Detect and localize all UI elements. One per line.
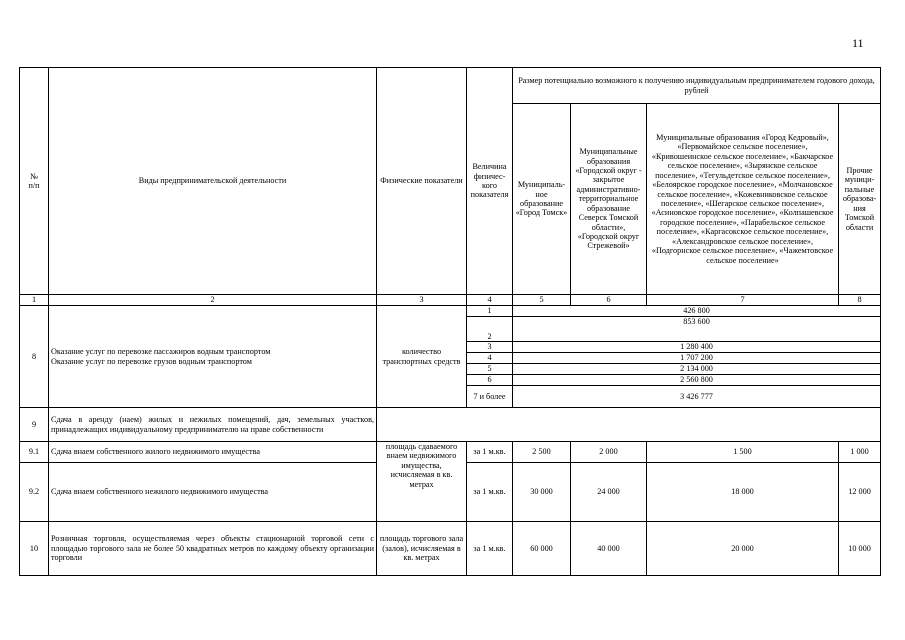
header-num: № п/п bbox=[20, 68, 49, 295]
row-value: 1 280 400 bbox=[513, 342, 881, 353]
col-number: 3 bbox=[377, 295, 467, 306]
row-num: 9.2 bbox=[20, 463, 49, 522]
row-unit: за 1 м.кв. bbox=[467, 522, 513, 576]
col-number: 2 bbox=[49, 295, 377, 306]
row-value-seversk: 24 000 bbox=[571, 463, 647, 522]
row-value-rural: 18 000 bbox=[647, 463, 839, 522]
row-value: 1 707 200 bbox=[513, 353, 881, 364]
header-rural-municipalities: Муниципальные образования «Город Кедровый», «Первомайское сельское поселение», «Кривошеинское сельское поселение», «Бакчарское сельское поселение», «Зырянское сельское поселение», «Тегульдетское сельское поселение», «Белоярское городское поселение», «Молчановское сельское поселение», «Кожевниковское сельское поселение», «Шегарское сельское поселение», «Асиновское городское поселение», «Колпашевское городское поселение», «Парабельское сельское поселение», «Каргасокское сельское поселение», «Александровское сельское поселение», «Подгорнское сельское поселение», «Чажемтовское сельское поселение» bbox=[647, 104, 839, 295]
header-other-municipalities: Прочие муници-пальные образова-ния Томской области bbox=[839, 104, 881, 295]
row-indicator: количество транспортных средств bbox=[377, 306, 467, 408]
header-tomsk: Муниципаль-ное образование «Город Томск» bbox=[513, 104, 571, 295]
row-value: 2 560 800 bbox=[513, 375, 881, 386]
row-activity: Оказание услуг по перевозке пассажиров водным транспортом Оказание услуг по перевозке грузов водным транспортом bbox=[49, 306, 377, 408]
row-qty: 7 и более bbox=[467, 386, 513, 408]
row-qty: 3 bbox=[467, 342, 513, 353]
row-value-other: 10 000 bbox=[839, 522, 881, 576]
row-value-rural: 1 500 bbox=[647, 442, 839, 463]
row-value-other: 1 000 bbox=[839, 442, 881, 463]
header-income-group: Размер потенциально возможного к получению индивидуальным предпринимателем годового дохода, рублей bbox=[513, 68, 881, 104]
row-value: 2 134 000 bbox=[513, 364, 881, 375]
row-num: 10 bbox=[20, 522, 49, 576]
row-unit: за 1 м.кв. bbox=[467, 442, 513, 463]
row-value-tomsk: 60 000 bbox=[513, 522, 571, 576]
row-activity: Сдача внаем собственного жилого недвижимого имущества bbox=[49, 442, 377, 463]
col-number: 7 bbox=[647, 295, 839, 306]
row-qty: 6 bbox=[467, 375, 513, 386]
row-value-tomsk: 30 000 bbox=[513, 463, 571, 522]
row-activity: Розничная торговля, осуществляемая через объекты стационарной торговой сети с площадью торгового зала не более 50 квадратных метров по каждому объекту организации торговли bbox=[49, 522, 377, 576]
row-num: 8 bbox=[20, 306, 49, 408]
header-indicator: Физические показатели bbox=[377, 68, 467, 295]
col-number: 8 bbox=[839, 295, 881, 306]
row-value-seversk: 2 000 bbox=[571, 442, 647, 463]
col-number: 4 bbox=[467, 295, 513, 306]
header-seversk-strezhevoy: Муниципальные образования «Городской округ - закрытое административно-территориальное образование Северск Томской области», «Городской округ Стрежевой» bbox=[571, 104, 647, 295]
row-indicator: площадь сдаваемого внаем недвижимого имущества, исчисляемая в кв. метрах bbox=[377, 442, 467, 522]
income-table bbox=[19, 67, 881, 576]
header-indicator-value: Величина физичес-кого показателя bbox=[467, 68, 513, 295]
row-value-tomsk: 2 500 bbox=[513, 442, 571, 463]
row-num: 9 bbox=[20, 408, 49, 442]
row-qty: 5 bbox=[467, 364, 513, 375]
row-activity: Сдача внаем собственного нежилого недвижимого имущества bbox=[49, 463, 377, 522]
row-num: 9.1 bbox=[20, 442, 49, 463]
page-number: 11 bbox=[852, 36, 864, 50]
row-empty bbox=[377, 408, 881, 442]
row-value-other: 12 000 bbox=[839, 463, 881, 522]
row-activity: Сдача в аренду (наем) жилых и нежилых помещений, дач, земельных участков, принадлежащих индивидуальному предпринимателю на праве собственности bbox=[49, 408, 377, 442]
col-number: 6 bbox=[571, 295, 647, 306]
row-value-rural: 20 000 bbox=[647, 522, 839, 576]
col-number: 1 bbox=[20, 295, 49, 306]
col-number: 5 bbox=[513, 295, 571, 306]
row-unit: за 1 м.кв. bbox=[467, 463, 513, 522]
row-value-seversk: 40 000 bbox=[571, 522, 647, 576]
row-value: 426 800 bbox=[513, 306, 881, 317]
row-indicator: площадь торгового зала (залов), исчисляемая в кв. метрах bbox=[377, 522, 467, 576]
header-activity: Виды предпринимательской деятельности bbox=[49, 68, 377, 295]
row-qty: 4 bbox=[467, 353, 513, 364]
row-value: 853 600 bbox=[513, 317, 881, 342]
row-qty: 2 bbox=[467, 317, 513, 342]
row-qty: 1 bbox=[467, 306, 513, 317]
row-value: 3 426 777 bbox=[513, 386, 881, 408]
